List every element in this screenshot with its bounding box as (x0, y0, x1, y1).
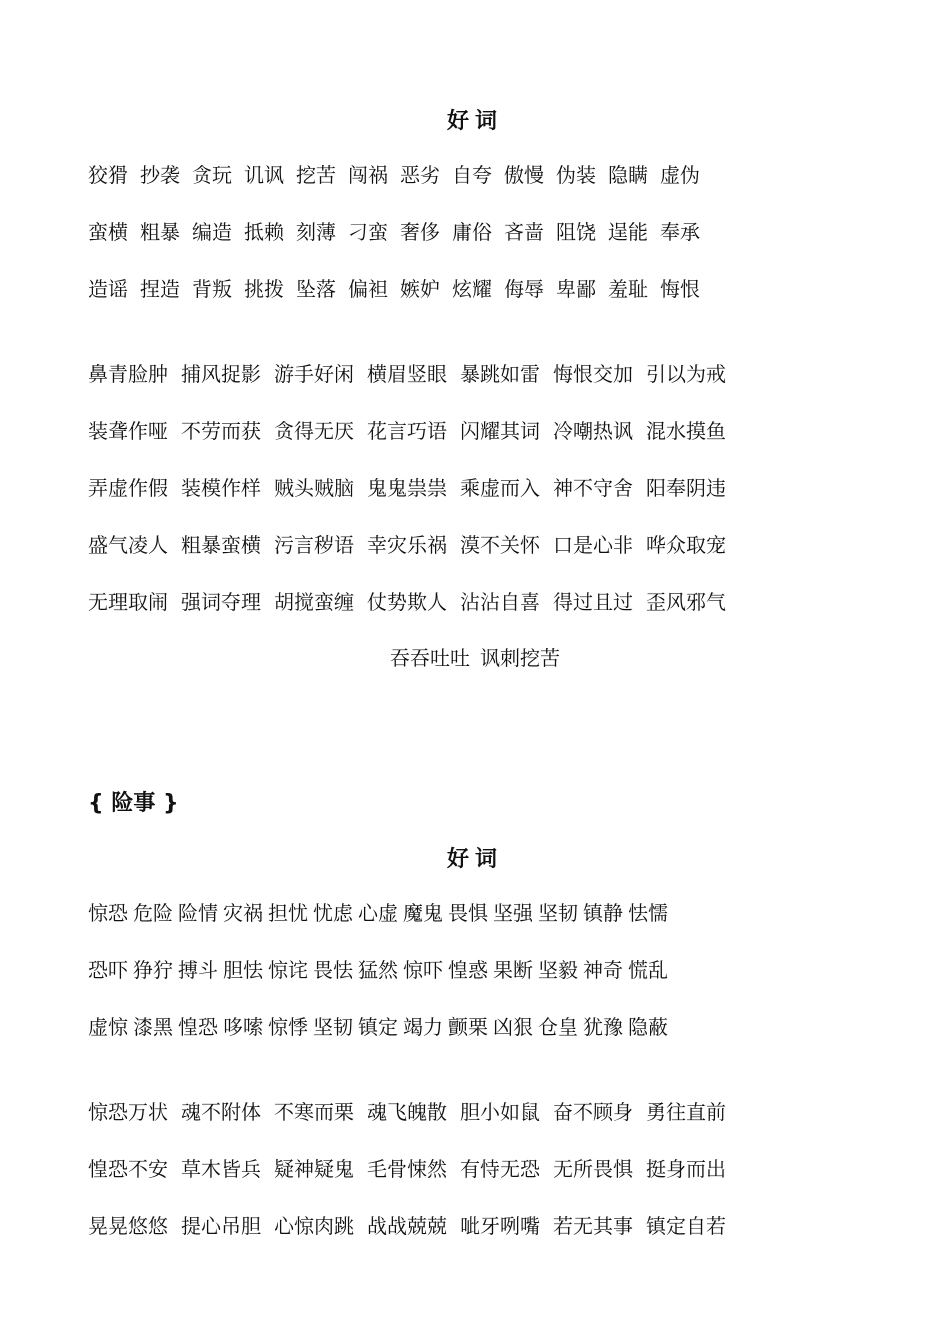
word: 鼻青脸肿 (88, 362, 168, 386)
word: 得过且过 (553, 590, 633, 614)
word: 虚伪 (660, 163, 700, 187)
word: 果断 (493, 958, 533, 982)
word: 蛮横 (88, 220, 128, 244)
word: 畏怯 (313, 958, 353, 982)
word: 镇定 (358, 1015, 398, 1039)
section1-two-char-row-2 (88, 218, 878, 246)
word: 惊吓 (403, 958, 443, 982)
word: 晃晃悠悠 (88, 1214, 168, 1238)
word: 捕风捉影 (181, 362, 261, 386)
word: 偏袒 (348, 277, 388, 301)
word: 神不守舍 (553, 476, 633, 500)
word: 奢侈 (400, 220, 440, 244)
word: 狰狞 (133, 958, 173, 982)
word: 惊悸 (268, 1015, 308, 1039)
word: 捏造 (140, 277, 180, 301)
word: 草木皆兵 (181, 1157, 261, 1181)
word: 竭力 (403, 1015, 443, 1039)
word: 坚韧 (538, 901, 578, 925)
word: 造谣 (88, 277, 128, 301)
word: 乘虚而入 (460, 476, 540, 500)
word: 引以为戒 (646, 362, 726, 386)
word: 嫉妒 (400, 277, 440, 301)
word: 刁蛮 (348, 220, 388, 244)
section1-last-row (0, 644, 950, 672)
word: 镇静 (583, 901, 623, 925)
word: 贪得无厌 (274, 419, 354, 443)
word: 炫耀 (452, 277, 492, 301)
word: 提心吊胆 (181, 1214, 261, 1238)
word: 凶狠 (493, 1015, 533, 1039)
word: 无理取闹 (88, 590, 168, 614)
word: 畏惧 (448, 901, 488, 925)
section2-heading: { 险事 } (88, 791, 179, 816)
section1-two-char-row-1 (88, 161, 878, 189)
section1-four-char-row-2 (88, 417, 878, 445)
word: 狡猾 (88, 163, 128, 187)
section1-four-char-row-5 (88, 588, 878, 616)
word: 闪耀其词 (460, 419, 540, 443)
word: 逞能 (608, 220, 648, 244)
word: 疑神疑鬼 (274, 1157, 354, 1181)
word: 背叛 (192, 277, 232, 301)
section1-four-char-row-1 (88, 360, 878, 388)
word: 漆黑 (133, 1015, 173, 1039)
word: 魂飞魄散 (367, 1100, 447, 1124)
section1-title: 好词 (446, 109, 503, 134)
word: 怯懦 (628, 901, 668, 925)
word: 灾祸 (223, 901, 263, 925)
word: 惊诧 (268, 958, 308, 982)
word: 毛骨悚然 (367, 1157, 447, 1181)
word: 贼头贼脑 (274, 476, 354, 500)
word: 猛然 (358, 958, 398, 982)
word: 幸灾乐祸 (367, 533, 447, 557)
section2-two-char-row-1 (88, 899, 878, 927)
word: 坚强 (493, 901, 533, 925)
word: 歪风邪气 (646, 590, 726, 614)
word: 花言巧语 (367, 419, 447, 443)
word: 胡搅蛮缠 (274, 590, 354, 614)
word: 伪装 (556, 163, 596, 187)
word: 哆嗦 (223, 1015, 263, 1039)
word: 游手好闲 (274, 362, 354, 386)
word: 沾沾自喜 (460, 590, 540, 614)
section1-four-char-row-4 (88, 531, 878, 559)
word: 坚毅 (538, 958, 578, 982)
word: 挑拨 (244, 277, 284, 301)
word: 惊恐 (88, 901, 128, 925)
section2-two-char-row-2 (88, 956, 878, 984)
word: 闯祸 (348, 163, 388, 187)
word: 不寒而栗 (274, 1100, 354, 1124)
word: 犹豫 (583, 1015, 623, 1039)
word: 隐蔽 (628, 1015, 668, 1039)
section1-two-char-row-3 (88, 275, 878, 303)
word: 粗暴蛮横 (181, 533, 261, 557)
word: 哗众取宠 (646, 533, 726, 557)
word: 心虚 (358, 901, 398, 925)
word: 傲慢 (504, 163, 544, 187)
word: 镇定自若 (646, 1214, 726, 1238)
word: 坠落 (296, 277, 336, 301)
word: 刻薄 (296, 220, 336, 244)
word: 忧虑 (313, 901, 353, 925)
word: 危险 (133, 901, 173, 925)
word: 漠不关怀 (460, 533, 540, 557)
word: 惶恐不安 (88, 1157, 168, 1181)
word: 侮辱 (504, 277, 544, 301)
word: 悔恨 (660, 277, 700, 301)
word: 若无其事 (553, 1214, 633, 1238)
word: 恶劣 (400, 163, 440, 187)
word: 无所畏惧 (553, 1157, 633, 1181)
word: 抄袭 (140, 163, 180, 187)
word: 不劳而获 (181, 419, 261, 443)
word: 挖苦 (296, 163, 336, 187)
word: 鬼鬼祟祟 (367, 476, 447, 500)
word: 阳奉阴违 (646, 476, 726, 500)
word: 装聋作哑 (88, 419, 168, 443)
word: 险情 (178, 901, 218, 925)
word: 胆小如鼠 (460, 1100, 540, 1124)
word: 神奇 (583, 958, 623, 982)
word: 悔恨交加 (553, 362, 633, 386)
word: 口是心非 (553, 533, 633, 557)
word: 讽刺挖苦 (480, 646, 560, 670)
word: 呲牙咧嘴 (460, 1214, 540, 1238)
word: 心惊肉跳 (274, 1214, 354, 1238)
word: 勇往直前 (646, 1100, 726, 1124)
section2-title: 好词 (446, 847, 503, 872)
word: 搏斗 (178, 958, 218, 982)
section2-four-char-row-2 (88, 1155, 878, 1183)
word: 粗暴 (140, 220, 180, 244)
word: 惶惑 (448, 958, 488, 982)
word: 魔鬼 (403, 901, 443, 925)
word: 自夸 (452, 163, 492, 187)
word: 抵赖 (244, 220, 284, 244)
word: 仗势欺人 (367, 590, 447, 614)
section2-four-char-row-1 (88, 1098, 878, 1126)
word: 惶恐 (178, 1015, 218, 1039)
word: 吝啬 (504, 220, 544, 244)
word: 胆怯 (223, 958, 263, 982)
word: 阻饶 (556, 220, 596, 244)
word: 坚韧 (313, 1015, 353, 1039)
word: 装模作样 (181, 476, 261, 500)
word: 卑鄙 (556, 277, 596, 301)
word: 有恃无恐 (460, 1157, 540, 1181)
section2-four-char-row-3 (88, 1212, 878, 1240)
word: 暴跳如雷 (460, 362, 540, 386)
word: 颤栗 (448, 1015, 488, 1039)
word: 惊恐万状 (88, 1100, 168, 1124)
word: 吞吞吐吐 (390, 646, 470, 670)
word: 弄虚作假 (88, 476, 168, 500)
word: 魂不附体 (181, 1100, 261, 1124)
section2-two-char-row-3 (88, 1013, 878, 1041)
word: 横眉竖眼 (367, 362, 447, 386)
word: 奉承 (660, 220, 700, 244)
word: 冷嘲热讽 (553, 419, 633, 443)
word: 战战兢兢 (367, 1214, 447, 1238)
word: 担忧 (268, 901, 308, 925)
word: 隐瞒 (608, 163, 648, 187)
word: 盛气凌人 (88, 533, 168, 557)
word: 挺身而出 (646, 1157, 726, 1181)
word: 仓皇 (538, 1015, 578, 1039)
word: 讥讽 (244, 163, 284, 187)
word: 编造 (192, 220, 232, 244)
word: 恐吓 (88, 958, 128, 982)
section1-four-char-row-3 (88, 474, 878, 502)
word: 慌乱 (628, 958, 668, 982)
word: 羞耻 (608, 277, 648, 301)
word: 庸俗 (452, 220, 492, 244)
word: 混水摸鱼 (646, 419, 726, 443)
word: 虚惊 (88, 1015, 128, 1039)
word: 奋不顾身 (553, 1100, 633, 1124)
word: 污言秽语 (274, 533, 354, 557)
word: 贪玩 (192, 163, 232, 187)
word: 强词夺理 (181, 590, 261, 614)
